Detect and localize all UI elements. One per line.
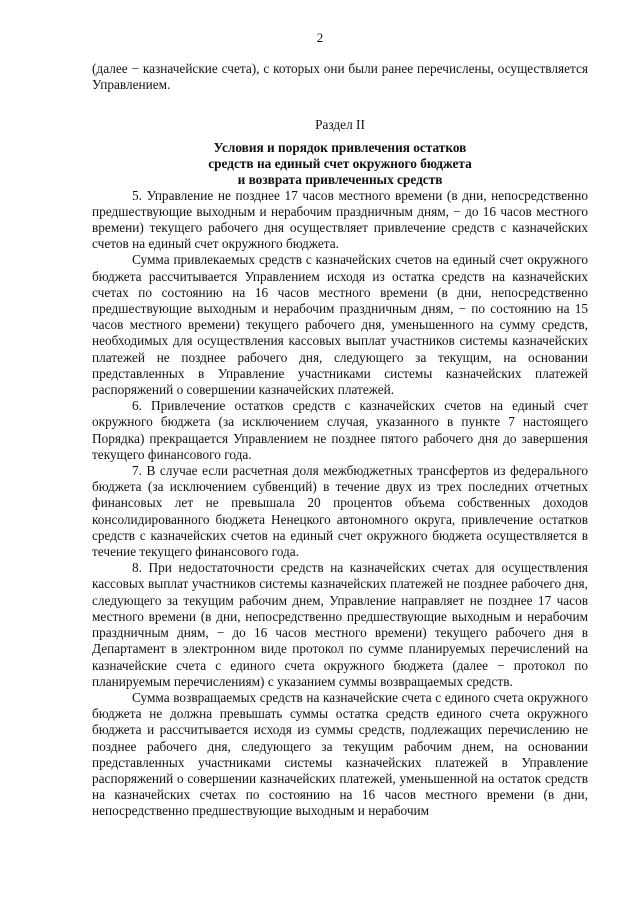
section-title-line: Условия и порядок привлечения остатков xyxy=(213,139,467,155)
paragraph-5-continuation: Сумма привлекаемых средств с казначейских счетов на единый счет окружного бюджета рассчитывается Управлением исходя из остатка средств на казначейских счетах по состоянию на 16 часов местного времени (в дни, непосредственно предшествующие выходным и нерабочим праздничным дням, − по состоянию на 15 часов местного времени) текущего рабочего дня, уменьшенного на сумму средств, необходимых для осуществления кассовых выплат участников системы казначейских платежей не позднее рабочего дня, следующего за текущим, на основании представленных в Управление участниками системы казначейских платежей распоряжений о совершении казначейских платежей. xyxy=(92,252,588,398)
document-body xyxy=(92,61,588,820)
paragraph-8: 8. При недостаточности средств на казначейских счетах для осуществления кассовых выплат участников системы казначейских платежей не позднее рабочего дня, следующего за текущим рабочим днем, Управление направляет не позднее 17 часов местного времени (в дни, непосредственно предшествующие выходным и нерабочим праздничным дням, − до 16 часов местного времени) текущего рабочего дня в Департамент в электронном виде протокол по сумме планируемых перечислений на казначейские счета с единого счета окружного бюджета (далее − протокол по планируемым перечислениям) с указанием суммы возвращаемых средств. xyxy=(92,560,588,689)
paragraph-8-continuation: Сумма возвращаемых средств на казначейские счета с единого счета окружного бюджета не должна превышать суммы остатка средств единого счета окружного бюджета и рассчитывается исходя из суммы средств, подлежащих перечислению не позднее рабочего дня, следующего за текущим рабочим днем, на основании представленных участниками системы казначейских платежей в Управление распоряжений о совершении казначейских платежей, уменьшенной на остаток средств на казначейских счетах по состоянию на 16 часов местного времени (в дни, непосредственно предшествующие выходным и нерабочим xyxy=(92,689,588,819)
section-title-line: средств на единый счет окружного бюджета xyxy=(208,155,472,171)
paragraph-5: 5. Управление не позднее 17 часов местного времени (в дни, непосредственно предшествующие выходным и нерабочим праздничным дням, − до 16 часов местного времени) текущего рабочего дня осуществляет привлечение средств с казначейских счетов на единый счет окружного бюджета. xyxy=(92,187,588,252)
paragraph-7: 7. В случае если расчетная доля межбюджетных трансфертов из федерального бюджета (за исключением субвенций) в течение двух из трех последних отчетных финансовых лет не превышала 20 процентов объема собственных доходов консолидированного бюджета Ненецкого автономного округа, привлечение остатков средств с казначейских счетов на единый счет окружного бюджета осуществляется в течение текущего финансового года. xyxy=(92,463,588,560)
page-number: 2 xyxy=(316,30,324,45)
section-label: Раздел II xyxy=(315,117,365,133)
section-title xyxy=(92,140,588,188)
intro-paragraph: (далее − казначейские счета), с которых они были ранее перечислены, осуществляется Управлением. xyxy=(92,61,588,93)
paragraph-6: 6. Привлечение остатков средств с казначейских счетов на единый счет окружного бюджета (за исключением случая, указанного в пункте 7 настоящего Порядка) прекращается Управлением не позднее пятого рабочего дня до завершения текущего финансового года. xyxy=(92,398,588,462)
section-title-line: и возврата привлеченных средств xyxy=(237,171,443,187)
section-heading xyxy=(92,117,588,187)
